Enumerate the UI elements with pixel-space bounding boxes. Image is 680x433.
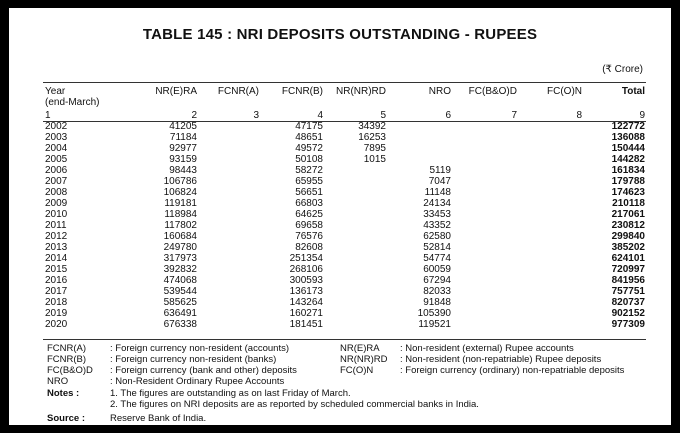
header-fcnra: FCNR(A) bbox=[217, 86, 259, 97]
value-cell bbox=[451, 132, 517, 143]
value-cell bbox=[517, 143, 582, 154]
value-cell: 65955 bbox=[295, 176, 323, 187]
value-cell bbox=[197, 154, 259, 165]
table-row bbox=[45, 308, 645, 319]
value-cell bbox=[517, 220, 582, 231]
value-cell bbox=[451, 143, 517, 154]
column-number: 3 bbox=[253, 110, 259, 121]
table-body bbox=[45, 121, 645, 330]
value-cell: 150444 bbox=[611, 143, 645, 154]
column-number: 2 bbox=[191, 110, 197, 121]
value-cell: 160684 bbox=[163, 231, 197, 242]
value-cell bbox=[451, 264, 517, 275]
value-cell: 48651 bbox=[295, 132, 323, 143]
value-cell: 144282 bbox=[611, 154, 645, 165]
abbreviation-value: : Foreign currency non-resident (accounts) bbox=[110, 343, 289, 354]
value-cell: 249780 bbox=[163, 242, 197, 253]
value-cell: 62580 bbox=[423, 231, 451, 242]
column-number-row bbox=[45, 110, 645, 121]
year-cell: 2005 bbox=[45, 154, 68, 165]
value-cell: 181451 bbox=[289, 319, 323, 330]
table-row bbox=[45, 319, 645, 330]
value-cell bbox=[517, 231, 582, 242]
value-cell bbox=[517, 319, 582, 330]
value-cell bbox=[517, 308, 582, 319]
value-cell bbox=[323, 264, 386, 275]
value-cell: 16253 bbox=[358, 132, 386, 143]
value-cell bbox=[517, 209, 582, 220]
year-cell: 2014 bbox=[45, 253, 68, 264]
value-cell bbox=[517, 132, 582, 143]
year-cell: 2013 bbox=[45, 242, 68, 253]
value-cell bbox=[323, 308, 386, 319]
header-nro: NRO bbox=[428, 86, 451, 97]
value-cell bbox=[451, 187, 517, 198]
value-cell bbox=[197, 143, 259, 154]
value-cell bbox=[517, 198, 582, 209]
value-cell bbox=[197, 187, 259, 198]
unit-label: (₹ Crore) bbox=[602, 64, 643, 75]
bottom-rule bbox=[43, 339, 646, 340]
header-nrnrrd: NR(NR)RD bbox=[336, 86, 386, 97]
value-cell bbox=[323, 286, 386, 297]
year-cell: 2002 bbox=[45, 121, 68, 132]
year-cell: 2016 bbox=[45, 275, 68, 286]
note-item: 1. The figures are outstanding as on last Friday of March. bbox=[110, 388, 351, 399]
value-cell: 33453 bbox=[423, 209, 451, 220]
year-cell: 2007 bbox=[45, 176, 68, 187]
year-cell: 2009 bbox=[45, 198, 68, 209]
value-cell bbox=[386, 132, 451, 143]
value-cell: 43352 bbox=[423, 220, 451, 231]
value-cell: 210118 bbox=[612, 198, 645, 209]
table-row bbox=[45, 165, 645, 176]
value-cell bbox=[451, 209, 517, 220]
value-cell bbox=[451, 165, 517, 176]
abbreviation-value: : Foreign currency (ordinary) non-repatriable deposits bbox=[400, 365, 625, 376]
abbreviation-key: NR(NR)RD bbox=[340, 354, 388, 365]
value-cell: 179788 bbox=[611, 176, 645, 187]
value-cell: 7895 bbox=[363, 143, 386, 154]
value-cell bbox=[517, 154, 582, 165]
value-cell: 82033 bbox=[423, 286, 451, 297]
header-nrera: NR(E)RA bbox=[155, 86, 197, 97]
table-row bbox=[45, 297, 645, 308]
abbreviation-key: FCNR(B) bbox=[47, 354, 87, 365]
value-cell: 50108 bbox=[295, 154, 323, 165]
table-row bbox=[45, 176, 645, 187]
note-item: 2. The figures on NRI deposits are as reported by scheduled commercial banks in India. bbox=[110, 399, 479, 410]
value-cell bbox=[197, 220, 259, 231]
value-cell bbox=[197, 275, 259, 286]
value-cell: 41205 bbox=[169, 121, 197, 132]
value-cell: 93159 bbox=[169, 154, 197, 165]
value-cell bbox=[517, 121, 582, 132]
value-cell: 71184 bbox=[169, 132, 197, 143]
table-row bbox=[45, 275, 645, 286]
value-cell bbox=[451, 275, 517, 286]
value-cell: 251354 bbox=[289, 253, 323, 264]
abbreviation-key: FC(B&O)D bbox=[47, 365, 93, 376]
column-number: 9 bbox=[639, 110, 645, 121]
value-cell: 757751 bbox=[611, 286, 645, 297]
value-cell: 160271 bbox=[289, 308, 323, 319]
value-cell: 119521 bbox=[418, 319, 451, 330]
value-cell: 64625 bbox=[295, 209, 323, 220]
value-cell: 47175 bbox=[295, 121, 323, 132]
abbreviation-key: NRO bbox=[47, 376, 69, 387]
value-cell bbox=[517, 176, 582, 187]
year-cell: 2003 bbox=[45, 132, 68, 143]
abbreviation-key: FC(O)N bbox=[340, 365, 374, 376]
value-cell: 977309 bbox=[611, 319, 645, 330]
value-cell bbox=[323, 176, 386, 187]
column-number: 1 bbox=[45, 110, 51, 121]
table-row bbox=[45, 187, 645, 198]
value-cell: 392832 bbox=[163, 264, 197, 275]
year-cell: 2011 bbox=[45, 220, 67, 231]
value-cell: 136173 bbox=[289, 286, 323, 297]
value-cell: 118984 bbox=[164, 209, 197, 220]
value-cell: 24134 bbox=[423, 198, 451, 209]
source-text: Reserve Bank of India. bbox=[110, 413, 207, 424]
value-cell: 217061 bbox=[611, 209, 645, 220]
value-cell: 106824 bbox=[163, 187, 197, 198]
abbreviation-key: NR(E)RA bbox=[340, 343, 380, 354]
value-cell bbox=[197, 297, 259, 308]
value-cell: 385202 bbox=[611, 242, 645, 253]
column-number: 8 bbox=[576, 110, 582, 121]
header-row bbox=[45, 86, 645, 110]
value-cell: 268106 bbox=[289, 264, 323, 275]
value-cell bbox=[323, 220, 386, 231]
table-row bbox=[45, 242, 645, 253]
value-cell: 119181 bbox=[164, 198, 197, 209]
value-cell: 67294 bbox=[423, 275, 451, 286]
value-cell: 54774 bbox=[423, 253, 451, 264]
value-cell: 117802 bbox=[164, 220, 197, 231]
value-cell: 143264 bbox=[289, 297, 323, 308]
value-cell: 5119 bbox=[429, 165, 451, 176]
value-cell: 317973 bbox=[163, 253, 197, 264]
deposits-table bbox=[45, 86, 645, 330]
value-cell bbox=[451, 231, 517, 242]
value-cell bbox=[517, 286, 582, 297]
table-row bbox=[45, 209, 645, 220]
value-cell bbox=[323, 275, 386, 286]
value-cell bbox=[323, 319, 386, 330]
value-cell: 300593 bbox=[289, 275, 323, 286]
abbreviation-value: : Non-Resident Ordinary Rupee Accounts bbox=[110, 376, 285, 387]
value-cell: 76576 bbox=[295, 231, 323, 242]
value-cell: 105390 bbox=[417, 308, 451, 319]
year-cell: 2017 bbox=[45, 286, 68, 297]
value-cell bbox=[517, 297, 582, 308]
value-cell bbox=[197, 264, 259, 275]
value-cell bbox=[451, 286, 517, 297]
year-cell: 2010 bbox=[45, 209, 68, 220]
value-cell: 841956 bbox=[611, 275, 645, 286]
value-cell bbox=[197, 209, 259, 220]
value-cell: 91848 bbox=[423, 297, 451, 308]
header-total: Total bbox=[621, 86, 645, 97]
value-cell: 11148 bbox=[424, 187, 451, 198]
value-cell: 58272 bbox=[295, 165, 323, 176]
year-cell: 2006 bbox=[45, 165, 68, 176]
year-cell: 2019 bbox=[45, 308, 68, 319]
value-cell bbox=[323, 187, 386, 198]
abbreviation-key: FCNR(A) bbox=[47, 343, 87, 354]
value-cell: 230812 bbox=[611, 220, 645, 231]
value-cell bbox=[451, 319, 517, 330]
table-row bbox=[45, 231, 645, 242]
column-number: 6 bbox=[445, 110, 451, 121]
value-cell: 122772 bbox=[611, 121, 645, 132]
abbreviation-value: : Foreign currency non-resident (banks) bbox=[110, 354, 277, 365]
table-row bbox=[45, 132, 645, 143]
table-row bbox=[45, 264, 645, 275]
value-cell bbox=[197, 132, 259, 143]
value-cell bbox=[451, 253, 517, 264]
value-cell: 820737 bbox=[611, 297, 645, 308]
value-cell: 106786 bbox=[163, 176, 197, 187]
value-cell bbox=[323, 198, 386, 209]
value-cell: 49572 bbox=[295, 143, 323, 154]
value-cell bbox=[323, 209, 386, 220]
value-cell bbox=[451, 242, 517, 253]
value-cell: 676338 bbox=[163, 319, 197, 330]
value-cell bbox=[451, 121, 517, 132]
value-cell bbox=[323, 253, 386, 264]
value-cell: 98443 bbox=[169, 165, 197, 176]
value-cell: 474068 bbox=[163, 275, 197, 286]
header-fcon: FC(O)N bbox=[547, 86, 582, 97]
value-cell: 66803 bbox=[295, 198, 323, 209]
column-number: 7 bbox=[511, 110, 517, 121]
value-cell bbox=[517, 242, 582, 253]
table-row bbox=[45, 154, 645, 165]
value-cell: 299840 bbox=[611, 231, 645, 242]
value-cell bbox=[197, 198, 259, 209]
value-cell bbox=[517, 275, 582, 286]
abbreviation-value: : Non-resident (external) Rupee accounts bbox=[400, 343, 574, 354]
abbreviation-value: : Foreign currency (bank and other) deposits bbox=[110, 365, 297, 376]
column-number: 4 bbox=[317, 110, 323, 121]
value-cell bbox=[323, 231, 386, 242]
value-cell: 174623 bbox=[611, 187, 645, 198]
value-cell bbox=[197, 176, 259, 187]
value-cell bbox=[517, 264, 582, 275]
year-cell: 2012 bbox=[45, 231, 68, 242]
value-cell bbox=[197, 231, 259, 242]
header-fcnrb: FCNR(B) bbox=[281, 86, 323, 97]
value-cell bbox=[197, 165, 259, 176]
table-row bbox=[45, 143, 645, 154]
value-cell bbox=[386, 121, 451, 132]
table-row bbox=[45, 253, 645, 264]
value-cell: 720997 bbox=[611, 264, 645, 275]
value-cell bbox=[197, 253, 259, 264]
value-cell bbox=[517, 253, 582, 264]
value-cell bbox=[323, 297, 386, 308]
value-cell bbox=[517, 187, 582, 198]
value-cell bbox=[197, 242, 259, 253]
value-cell bbox=[517, 165, 582, 176]
table-row bbox=[45, 198, 645, 209]
value-cell: 624101 bbox=[611, 253, 645, 264]
value-cell bbox=[451, 198, 517, 209]
notes-label: Notes : bbox=[47, 388, 80, 399]
value-cell: 1015 bbox=[363, 154, 386, 165]
abbreviation-value: : Non-resident (non-repatriable) Rupee deposits bbox=[400, 354, 602, 365]
value-cell bbox=[386, 143, 451, 154]
value-cell: 92977 bbox=[169, 143, 197, 154]
value-cell: 636491 bbox=[163, 308, 197, 319]
year-cell: 2008 bbox=[45, 187, 68, 198]
value-cell bbox=[451, 308, 517, 319]
value-cell: 902152 bbox=[611, 308, 645, 319]
value-cell: 585625 bbox=[163, 297, 197, 308]
table-row bbox=[45, 286, 645, 297]
table-row bbox=[45, 220, 645, 231]
value-cell bbox=[451, 220, 517, 231]
value-cell bbox=[197, 121, 259, 132]
value-cell: 56651 bbox=[295, 187, 323, 198]
value-cell bbox=[197, 319, 259, 330]
header-fcbod: FC(B&O)D bbox=[468, 86, 517, 97]
year-cell: 2015 bbox=[45, 264, 68, 275]
table-row bbox=[45, 121, 645, 132]
value-cell: 34392 bbox=[358, 121, 386, 132]
value-cell: 82608 bbox=[295, 242, 323, 253]
value-cell bbox=[451, 297, 517, 308]
value-cell: 539544 bbox=[163, 286, 197, 297]
value-cell: 52814 bbox=[423, 242, 451, 253]
value-cell: 7047 bbox=[428, 176, 451, 187]
value-cell: 136088 bbox=[611, 132, 645, 143]
value-cell: 161834 bbox=[611, 165, 645, 176]
value-cell bbox=[323, 165, 386, 176]
header-year: Year (end-March) bbox=[45, 86, 100, 108]
value-cell: 69658 bbox=[295, 220, 323, 231]
value-cell bbox=[386, 154, 451, 165]
value-cell: 60059 bbox=[423, 264, 451, 275]
year-cell: 2020 bbox=[45, 319, 68, 330]
column-number: 5 bbox=[380, 110, 386, 121]
document-page bbox=[9, 8, 671, 425]
year-cell: 2018 bbox=[45, 297, 68, 308]
top-rule bbox=[43, 82, 646, 83]
value-cell bbox=[197, 308, 259, 319]
value-cell bbox=[323, 242, 386, 253]
source-label: Source : bbox=[47, 413, 86, 424]
value-cell bbox=[197, 286, 259, 297]
table-title: TABLE 145 : NRI DEPOSITS OUTSTANDING - RUPEES bbox=[142, 26, 538, 43]
value-cell bbox=[451, 176, 517, 187]
value-cell bbox=[451, 154, 517, 165]
year-cell: 2004 bbox=[45, 143, 68, 154]
